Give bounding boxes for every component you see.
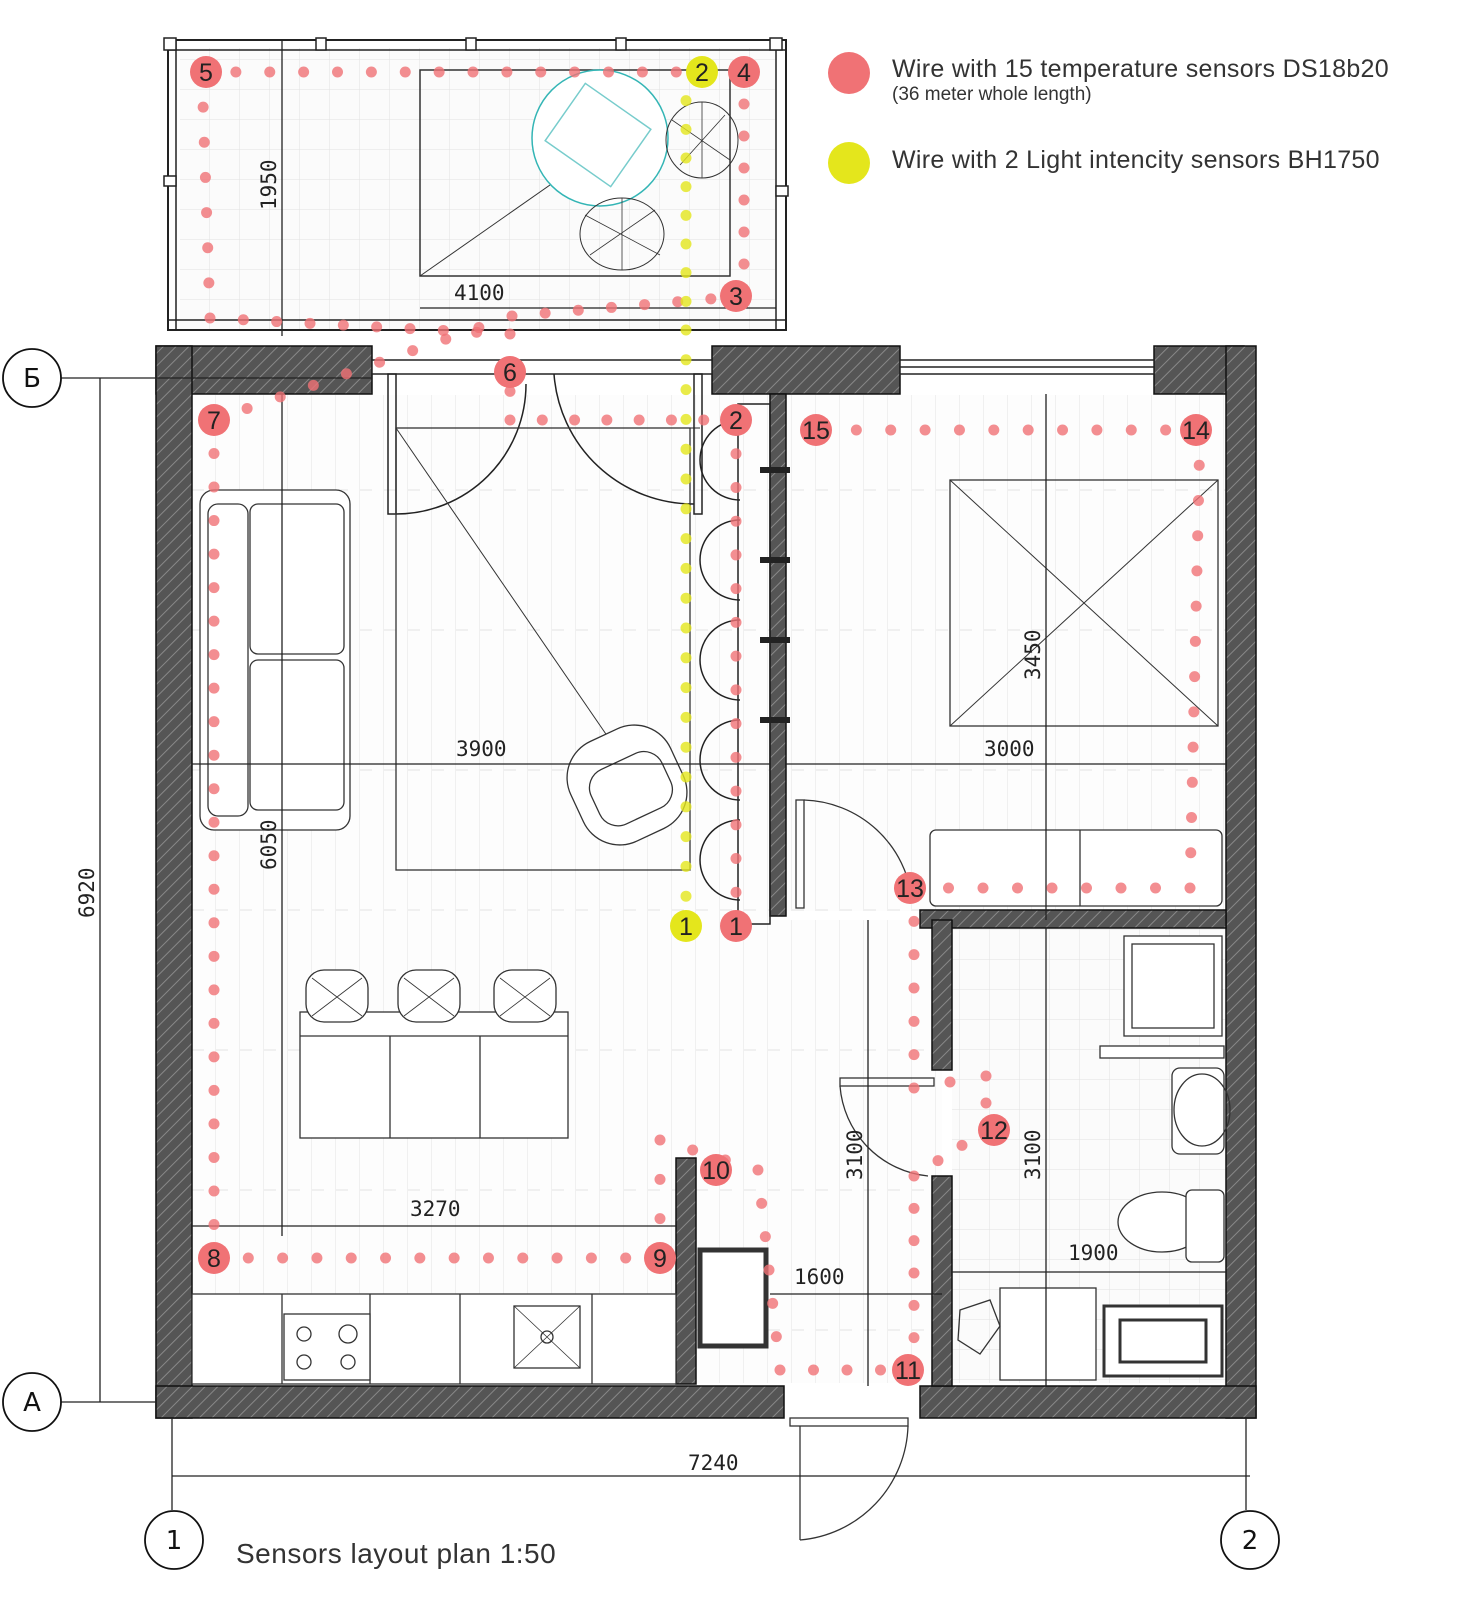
wire-dot [655, 1174, 666, 1185]
plan-title: Sensors layout plan 1:50 [236, 1538, 557, 1569]
wire-dot [1186, 812, 1197, 823]
wire-dot [298, 67, 309, 78]
wire-dot [731, 887, 742, 898]
wire-dot [731, 617, 742, 628]
wire-dot [209, 884, 220, 895]
wire-dot [535, 67, 546, 78]
wire-dot [731, 752, 742, 763]
temperature-sensor-label: 15 [802, 417, 830, 445]
wire-dot [305, 318, 316, 329]
wire-dot [681, 124, 692, 135]
wire-dot [366, 67, 377, 78]
wire-dot [681, 563, 692, 574]
wire-dot [909, 1049, 920, 1060]
temperature-sensor-label: 9 [653, 1245, 667, 1273]
sofa [200, 490, 350, 830]
wire-dot [209, 1185, 220, 1196]
wall-right [1226, 346, 1256, 1418]
wire-dot [681, 384, 692, 395]
wire-dot [698, 415, 709, 426]
wire-dot [414, 1253, 425, 1264]
dim-overall-height: 6920 [75, 867, 99, 918]
wire-dot [909, 916, 920, 927]
wire-dot [764, 1265, 775, 1276]
wire-dot [739, 227, 750, 238]
wire-dot [842, 1365, 853, 1376]
wire-dot [606, 302, 617, 313]
light-sensor-label: 2 [695, 59, 709, 87]
wire-dot [209, 750, 220, 761]
wire-dot [681, 181, 692, 192]
wire-dot [681, 682, 692, 693]
wire-dot [405, 323, 416, 334]
wire-dot [209, 683, 220, 694]
light-sensor-label: 1 [679, 913, 693, 941]
wire-dot [655, 1213, 666, 1224]
wire-dot [705, 293, 716, 304]
wire-dot [209, 1051, 220, 1062]
wire-dot [634, 415, 645, 426]
wire-dot [1091, 425, 1102, 436]
wire-dot [209, 1219, 220, 1230]
wire-dot [978, 883, 989, 894]
dim-kitchen-width: 3270 [410, 1197, 461, 1221]
wire-dot [681, 652, 692, 663]
wire-dot [731, 718, 742, 729]
wire-dot [346, 1253, 357, 1264]
wire-dot [209, 1085, 220, 1096]
wire-dot [569, 67, 580, 78]
wire-dot [198, 102, 209, 113]
wire-dot [209, 817, 220, 828]
wire-dot [909, 949, 920, 960]
wire-dot [311, 1253, 322, 1264]
wire-dot [601, 415, 612, 426]
wire-dot [230, 67, 241, 78]
wire-dot [681, 95, 692, 106]
wire-dot [639, 299, 650, 310]
wire-dot [468, 67, 479, 78]
wire-dot [731, 853, 742, 864]
wire-dot [681, 533, 692, 544]
temperature-sensor-label: 2 [729, 407, 743, 435]
wire-dot [681, 891, 692, 902]
wire-dot [1150, 883, 1161, 894]
wire-dot [681, 210, 692, 221]
wire-dot [483, 1253, 494, 1264]
wire-dot [957, 1140, 968, 1151]
wire-dot [909, 1268, 920, 1279]
wire-dot [1188, 742, 1199, 753]
wall-bottom-left [156, 1386, 784, 1418]
wire-dot [1190, 636, 1201, 647]
wire-dot [760, 1231, 771, 1242]
wire-dot [909, 1300, 920, 1311]
wire-dot [209, 1152, 220, 1163]
temperature-sensor-label: 7 [207, 407, 221, 435]
wire-dot [277, 1253, 288, 1264]
wire-dot [909, 1083, 920, 1094]
wire-dot [851, 425, 862, 436]
wire-dot [1188, 706, 1199, 717]
wire-dot [1160, 425, 1171, 436]
wire-dot [1126, 425, 1137, 436]
wire-dot [209, 515, 220, 526]
wire-dot [681, 296, 692, 307]
temperature-sensor-label: 12 [980, 1117, 1008, 1145]
wire-dot [767, 1298, 778, 1309]
dim-balcony-width: 4100 [454, 281, 505, 305]
wire-dot [933, 1155, 944, 1166]
wire-dot [687, 1145, 698, 1156]
wire-dot [209, 649, 220, 660]
wire-dot [308, 380, 319, 391]
wire-dot [243, 1253, 254, 1264]
wire-dot [1081, 883, 1092, 894]
wire-dot [449, 1253, 460, 1264]
wire-dot [264, 67, 275, 78]
wire-dot [209, 716, 220, 727]
wire-dot [407, 345, 418, 356]
wire-dot [775, 1365, 786, 1376]
wire-dot [731, 786, 742, 797]
wire-dot [637, 67, 648, 78]
temperature-sensor-label: 14 [1182, 417, 1210, 445]
temperature-sensor-label: 3 [729, 283, 743, 311]
axis-col-left: 1 [165, 1526, 183, 1556]
wall-bottom-right [920, 1386, 1256, 1418]
wire-dot [920, 425, 931, 436]
wire-dot [209, 616, 220, 627]
wire-dot [275, 391, 286, 402]
wire-dot [1187, 777, 1198, 788]
wire-dot [374, 357, 385, 368]
wire-dot [271, 316, 282, 327]
wire-dot [620, 1253, 631, 1264]
wire-dot [756, 1198, 767, 1209]
axis-row-top: Б [23, 364, 41, 394]
wire-dot [731, 482, 742, 493]
wire-dot [739, 163, 750, 174]
wire-dot [681, 267, 692, 278]
wire-dot [739, 195, 750, 206]
temperature-sensor-label: 10 [702, 1157, 730, 1185]
wire-dot [209, 549, 220, 560]
wire-dot [1057, 425, 1068, 436]
legend-light-label: Wire with 2 Light intencity sensors BH1750 [892, 146, 1380, 174]
wire-dot [681, 444, 692, 455]
legend-temperature-label: Wire with 15 temperature sensors DS18b20 [892, 55, 1389, 83]
wall-top-mid [712, 346, 900, 394]
wire-dot [981, 1071, 992, 1082]
wire-dot [380, 1253, 391, 1264]
wire-dot [655, 1135, 666, 1146]
axis-row-bottom: А [23, 1388, 41, 1418]
wire-dot [954, 425, 965, 436]
wire-dot [209, 582, 220, 593]
wire-dot [341, 368, 352, 379]
wire-dot [200, 172, 211, 183]
wire-dot [943, 883, 954, 894]
wire-dot [739, 99, 750, 110]
wire-dot [909, 1016, 920, 1027]
wire-dot [666, 415, 677, 426]
wire-dot [540, 308, 551, 319]
wire-dot [909, 1235, 920, 1246]
wire-dot [1023, 425, 1034, 436]
wire-dot [875, 1365, 886, 1376]
dim-balcony-depth: 1950 [257, 159, 281, 210]
wire-dot [603, 67, 614, 78]
wire-dot [1192, 530, 1203, 541]
wire-dot [1185, 847, 1196, 858]
wire-dot [731, 819, 742, 830]
wire-dot [569, 415, 580, 426]
wire-dot [1047, 883, 1058, 894]
wire-dot [885, 425, 896, 436]
wire-dot [681, 772, 692, 783]
dim-hall-width: 1600 [794, 1265, 845, 1289]
temperature-swatch [828, 52, 870, 94]
wire-dot [739, 259, 750, 270]
wire-dot [731, 651, 742, 662]
wire-dot [681, 414, 692, 425]
wire-dot [1116, 883, 1127, 894]
wire-dot [440, 334, 451, 345]
wire-dot [242, 403, 253, 414]
wire-dot [681, 354, 692, 365]
wire-dot [238, 314, 249, 325]
wire-dot [945, 1077, 956, 1088]
wire-dot [517, 1253, 528, 1264]
dim-living-width: 3900 [456, 737, 507, 761]
wire-dot [909, 1332, 920, 1343]
temperature-sensor-label: 6 [503, 359, 517, 387]
wire-dot [1189, 671, 1200, 682]
wire-dot [681, 239, 692, 250]
wall-left [156, 346, 192, 1418]
wall-kitchen-partition [676, 1158, 696, 1384]
wire-dot [209, 482, 220, 493]
temperature-sensor-label: 13 [896, 875, 924, 903]
wire-dot [209, 951, 220, 962]
dim-bath-width: 1900 [1068, 1241, 1119, 1265]
wire-dot [209, 448, 220, 459]
wire-dot [205, 313, 216, 324]
wire-dot [681, 474, 692, 485]
wire-dot [739, 131, 750, 142]
axis-col-right: 2 [1241, 1526, 1259, 1556]
wire-dot [731, 684, 742, 695]
wire-dot [1191, 601, 1202, 612]
wire-dot [681, 593, 692, 604]
temperature-sensor-label: 11 [895, 1357, 921, 1385]
wire-dot [1191, 565, 1202, 576]
wire-dot [201, 207, 212, 218]
wire-dot [209, 783, 220, 794]
dim-bath-depth: 3100 [1021, 1129, 1045, 1180]
dim-bedroom-width: 3000 [984, 737, 1035, 761]
wire-dot [209, 1018, 220, 1029]
wire-dot [681, 861, 692, 872]
wire-dot [203, 277, 214, 288]
light-swatch [828, 142, 870, 184]
wire-dot [681, 153, 692, 164]
wire-dot [400, 67, 411, 78]
temperature-sensor-label: 4 [737, 59, 751, 87]
wire-dot [552, 1253, 563, 1264]
wall-bath-left-low [932, 1176, 952, 1386]
wall-bath-left [932, 920, 952, 1070]
wire-dot [199, 137, 210, 148]
wire-dot [1193, 495, 1204, 506]
temperature-sensor-label: 1 [729, 913, 743, 941]
temperature-sensor-label: 5 [199, 59, 213, 87]
dim-living-height: 6050 [257, 819, 281, 870]
wire-dot [537, 415, 548, 426]
wire-dot [473, 322, 484, 333]
wire-dot [753, 1165, 764, 1176]
wire-dot [771, 1331, 782, 1342]
wire-dot [209, 1118, 220, 1129]
wire-dot [681, 623, 692, 634]
wire-dot [909, 983, 920, 994]
wire-dot [338, 320, 349, 331]
wire-dot [988, 425, 999, 436]
wire-dot [209, 984, 220, 995]
dim-hall-depth: 3100 [843, 1129, 867, 1180]
wire-dot [505, 415, 516, 426]
wall-bedroom-bottom [920, 910, 1226, 928]
dim-overall-width: 7240 [688, 1451, 739, 1475]
wire-dot [731, 583, 742, 594]
wire-dot [731, 448, 742, 459]
wire-dot [209, 850, 220, 861]
wire-dot [681, 831, 692, 842]
wire-dot [505, 329, 516, 340]
wire-dot [671, 67, 682, 78]
wire-dot [981, 1098, 992, 1109]
wire-dot [681, 712, 692, 723]
wire-dot [681, 325, 692, 336]
wire-dot [909, 1203, 920, 1214]
wire-dot [681, 801, 692, 812]
wire-dot [586, 1253, 597, 1264]
legend-temperature-sublabel: (36 meter whole length) [892, 84, 1092, 105]
wire-dot [209, 917, 220, 928]
wire-dot [202, 242, 213, 253]
wire-dot [1185, 883, 1196, 894]
wire-dot [1012, 883, 1023, 894]
wire-dot [1194, 460, 1205, 471]
wire-dot [434, 67, 445, 78]
wire-dot [681, 742, 692, 753]
wire-dot [681, 503, 692, 514]
wire-dot [332, 67, 343, 78]
temperature-sensor-label: 8 [207, 1245, 221, 1273]
bar-counter [300, 970, 568, 1138]
wire-dot [371, 321, 382, 332]
wire-dot [573, 305, 584, 316]
wire-dot [507, 311, 518, 322]
wire-dot [909, 1171, 920, 1182]
wire-dot [731, 549, 742, 560]
wire-dot [731, 516, 742, 527]
dim-bedroom-depth: 3450 [1021, 629, 1045, 680]
wire-dot [808, 1365, 819, 1376]
wire-dot [501, 67, 512, 78]
